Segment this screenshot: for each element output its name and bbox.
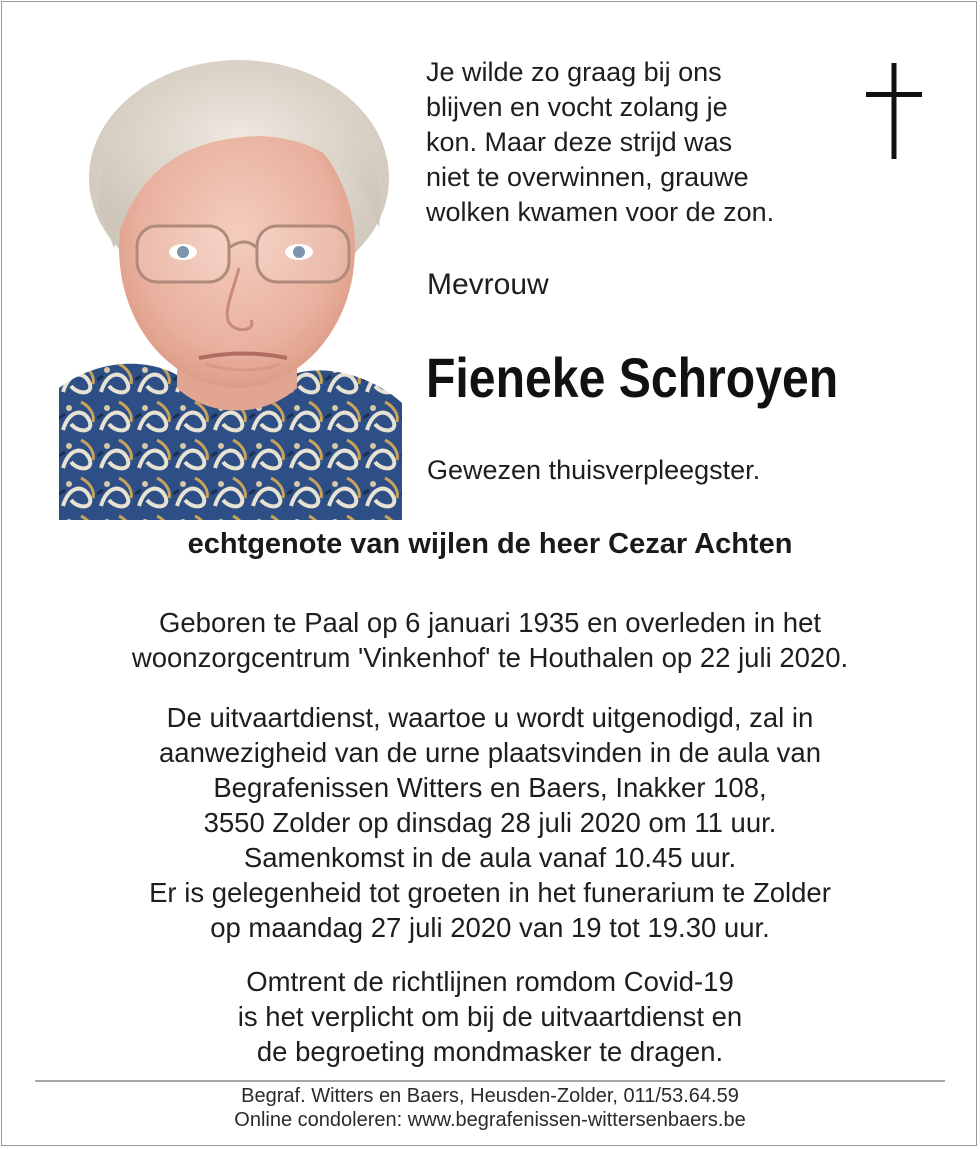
text-line: is het verplicht om bij de uitvaartdienst en — [237, 1001, 743, 1032]
divider — [35, 1080, 945, 1082]
service-paragraph — [0, 700, 980, 945]
portrait-photo — [59, 58, 402, 520]
covid-paragraph — [0, 964, 980, 1069]
text-line: De uitvaartdienst, waartoe u wordt uitgenodigd, zal in — [166, 702, 814, 733]
text-line: aanwezigheid van de urne plaatsvinden in de aula van — [158, 737, 821, 768]
occupation: Gewezen thuisverpleegster. — [427, 455, 761, 485]
spouse-line: echtgenote van wijlen de heer Cezar Achten — [187, 528, 793, 560]
footer — [0, 1084, 980, 1132]
text-line: Er is gelegenheid tot groeten in het funerarium te Zolder — [149, 877, 831, 908]
honorific: Mevrouw — [427, 268, 549, 301]
text-line: op maandag 27 juli 2020 van 19 tot 19.30 uur. — [210, 912, 770, 943]
cross-icon — [866, 63, 922, 159]
deceased-name: Fieneke Schroyen — [426, 346, 839, 409]
memorial-poem: Je wilde zo graag bij ons blijven en vocht zolang je kon. Maar deze strijd was niet te overwinnen, grauwe wolken kwamen voor de zon. — [426, 57, 775, 227]
text-line: 3550 Zolder op dinsdag 28 juli 2020 om 11 uur. — [203, 807, 777, 838]
text-line: Begrafenissen Witters en Baers, Inakker 108, — [213, 772, 767, 803]
text-line: woonzorgcentrum 'Vinkenhof' te Houthalen op 22 juli 2020. — [131, 642, 849, 673]
funeral-home-contact: Begraf. Witters en Baers, Heusden-Zolder, 011/53.64.59 — [241, 1085, 739, 1107]
online-condolence-link[interactable]: Online condoleren: www.begrafenissen-wittersenbaers.be — [234, 1109, 746, 1131]
text-line: Omtrent de richtlijnen romdom Covid-19 — [246, 966, 734, 997]
text-line: de begroeting mondmasker te dragen. — [256, 1036, 724, 1067]
text-line: Samenkomst in de aula vanaf 10.45 uur. — [243, 842, 737, 873]
birth-death-paragraph — [0, 605, 980, 675]
text-line: Geboren te Paal op 6 januari 1935 en overleden in het — [158, 607, 821, 638]
